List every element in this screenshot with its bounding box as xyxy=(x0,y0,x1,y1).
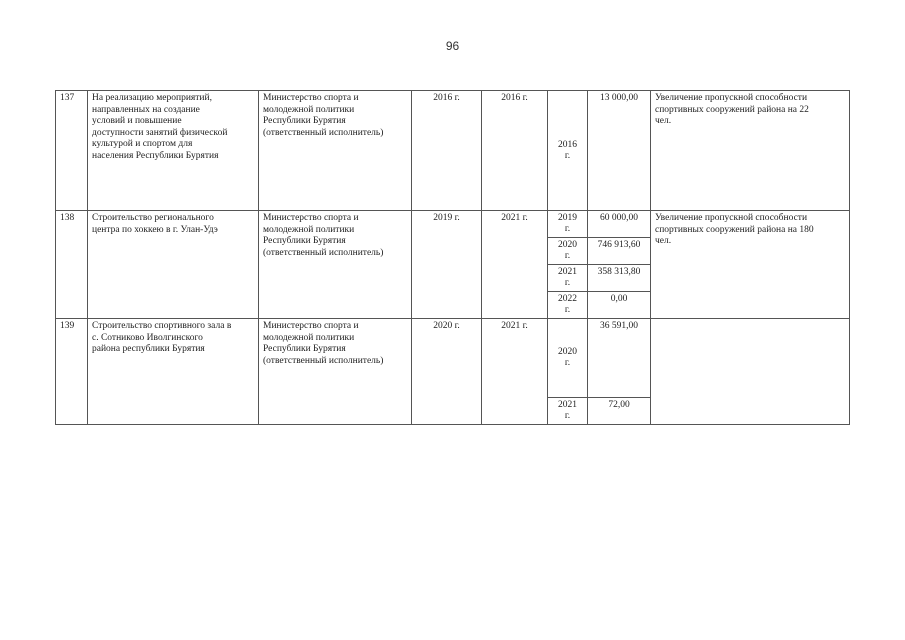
executor: Министерство спорта и молодежной политики Республики Бурятия (ответственный исполнитель) xyxy=(259,319,412,425)
funding-year: 2020 г. xyxy=(548,238,588,265)
expected-result xyxy=(651,319,850,425)
funding-year: 2016 г. xyxy=(548,91,588,211)
row-number: 137 xyxy=(56,91,88,211)
table-row xyxy=(56,319,850,398)
table-row xyxy=(56,91,850,211)
page-number: 96 xyxy=(445,39,460,53)
funding-year: 2019 г. xyxy=(548,211,588,238)
funding-amount: 746 913,60 xyxy=(588,238,651,265)
start-year: 2016 г. xyxy=(412,91,482,211)
end-year: 2021 г. xyxy=(482,211,548,319)
row-number: 138 xyxy=(56,211,88,319)
funding-amount: 36 591,00 xyxy=(588,319,651,398)
event-name: На реализацию мероприятий, направленных на создание условий и повышение доступности занятий физической культурой и спортом для населения Республики Бурятия xyxy=(88,91,259,211)
funding-amount: 72,00 xyxy=(588,398,651,425)
end-year: 2016 г. xyxy=(482,91,548,211)
expected-result: Увеличение пропускной способности спортивных сооружений района на 22 чел. xyxy=(651,91,850,211)
funding-amount: 358 313,80 xyxy=(588,265,651,292)
end-year: 2021 г. xyxy=(482,319,548,425)
start-year: 2020 г. xyxy=(412,319,482,425)
funding-year: 2020 г. xyxy=(548,319,588,398)
funding-year: 2021 г. xyxy=(548,398,588,425)
funding-amount: 0,00 xyxy=(588,292,651,319)
executor: Министерство спорта и молодежной политики Республики Бурятия (ответственный исполнитель) xyxy=(259,91,412,211)
table-row xyxy=(56,211,850,238)
executor: Министерство спорта и молодежной политики Республики Бурятия (ответственный исполнитель) xyxy=(259,211,412,319)
event-name: Строительство регионального центра по хоккею в г. Улан-Удэ xyxy=(88,211,259,319)
funding-year: 2021 г. xyxy=(548,265,588,292)
funding-amount: 60 000,00 xyxy=(588,211,651,238)
event-name: Строительство спортивного зала в с. Сотниково Иволгинского района республики Бурятия xyxy=(88,319,259,425)
program-table xyxy=(55,90,850,425)
expected-result: Увеличение пропускной способности спортивных сооружений района на 180 чел. xyxy=(651,211,850,319)
funding-amount: 13 000,00 xyxy=(588,91,651,211)
row-number: 139 xyxy=(56,319,88,425)
funding-year: 2022 г. xyxy=(548,292,588,319)
start-year: 2019 г. xyxy=(412,211,482,319)
